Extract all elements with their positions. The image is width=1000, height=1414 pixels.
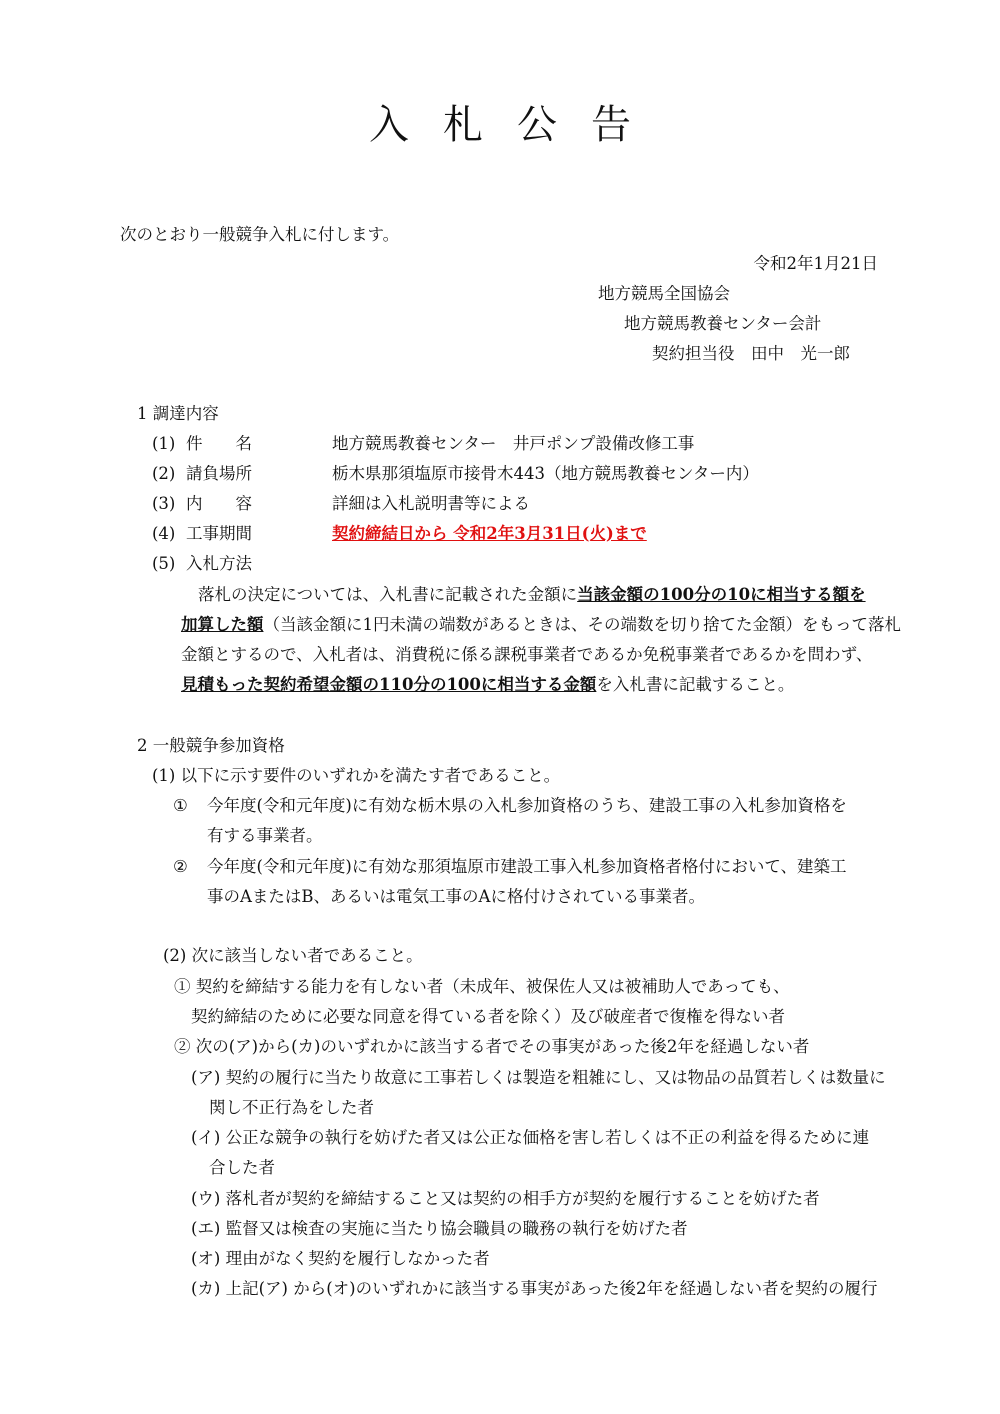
list-item: 契約締結のために必要な同意を得ている者を除く）及び破産者で復権を得ない者 (191, 1007, 785, 1026)
subsection-heading: (1) 以下に示す要件のいずれかを満たす者であること。 (152, 766, 561, 785)
item-label: 件 名 (186, 434, 252, 453)
item-value: 詳細は入札説明書等による (332, 494, 530, 513)
list-item: (ウ) 落札者が契約を締結すること又は契約の相手方が契約を履行することを妨げた者 (191, 1189, 820, 1208)
list-item: 有する事業者。 (207, 826, 323, 845)
item-number: (3) (152, 494, 176, 513)
org-officer: 契約担当役 田中 光一郎 (652, 344, 850, 363)
list-item: (ア) 契約の履行に当たり故意に工事若しくは製造を粗雑にし、又は物品の品質若しくは数量に (191, 1068, 886, 1087)
item-number: (1) (152, 434, 176, 453)
org-dept: 地方競馬教養センター会計 (624, 314, 822, 333)
list-item: ② 次の(ア)から(カ)のいずれかに該当する者でその事実があった後2年を経過しない者 (174, 1037, 810, 1056)
list-item: 今年度(令和元年度)に有効な栃木県の入札参加資格のうち、建設工事の入札参加資格を (207, 796, 847, 815)
method-text: 落札の決定については、入札書に記載された金額に (198, 585, 578, 604)
list-item: (エ) 監督又は検査の実施に当たり協会職員の職務の執行を妨げた者 (191, 1219, 688, 1238)
item-number: (4) (152, 524, 176, 543)
construction-period-value: 契約締結日から 令和2年3月31日(火)まで (332, 524, 647, 543)
list-item: ① 契約を締結する能力を有しない者（未成年、被保佐人又は被補助人であっても、 (174, 977, 790, 996)
list-item: (カ) 上記(ア) から(オ)のいずれかに該当する事実があった後2年を経過しない者を契約の履行 (191, 1279, 878, 1298)
list-marker: ② (173, 857, 188, 876)
org-name: 地方競馬全国協会 (598, 284, 730, 303)
list-marker: ① (173, 796, 188, 815)
notice-date: 令和2年1月21日 (753, 254, 878, 273)
item-number: (5) (152, 554, 176, 573)
item-label: 入札方法 (186, 554, 252, 573)
section2-heading: 2 一般競争参加資格 (137, 736, 285, 755)
method-emphasis: 当該金額の100分の10に相当する額を (577, 585, 866, 604)
subsection-heading: (2) 次に該当しない者であること。 (163, 946, 423, 965)
method-emphasis: 見積もった契約希望金額の110分の100に相当する金額 (181, 675, 597, 694)
list-item: 関し不正行為をした者 (209, 1098, 374, 1117)
list-item: (オ) 理由がなく契約を履行しなかった者 (191, 1249, 490, 1268)
method-text: （当該金額に1円未満の端数があるときは、その端数を切り捨てた金額）をもって落札 (263, 615, 901, 634)
method-line: 金額とするので、入札者は、消費税に係る課税事業者であるか免税事業者であるかを問わず、 (181, 645, 873, 664)
section1-heading: 1 調達内容 (137, 404, 219, 423)
list-item: 今年度(令和元年度)に有効な那須塩原市建設工事入札参加資格者格付において、建築工 (207, 857, 847, 876)
list-item: (イ) 公正な競争の執行を妨げた者又は公正な価格を害し若しくは不正の利益を得るために連 (191, 1128, 870, 1147)
method-line (181, 614, 901, 636)
method-line (198, 584, 866, 606)
method-emphasis: 加算した額 (181, 615, 264, 634)
method-text: を入札書に記載すること。 (596, 675, 795, 694)
item-number: (2) (152, 464, 176, 483)
item-label: 請負場所 (186, 464, 252, 483)
item-value: 地方競馬教養センター 井戸ポンプ設備改修工事 (332, 434, 695, 453)
page-title: 入札公告 (369, 102, 665, 148)
intro-text: 次のとおり一般競争入札に付します。 (120, 225, 400, 244)
item-label: 内 容 (186, 494, 252, 513)
item-value: 栃木県那須塩原市接骨木443（地方競馬教養センター内） (332, 464, 759, 483)
list-item: 合した者 (209, 1158, 275, 1177)
list-item: 事のAまたはB、あるいは電気工事のAに格付けされている事業者。 (207, 887, 705, 906)
item-label: 工事期間 (186, 524, 252, 543)
method-line (181, 674, 794, 696)
